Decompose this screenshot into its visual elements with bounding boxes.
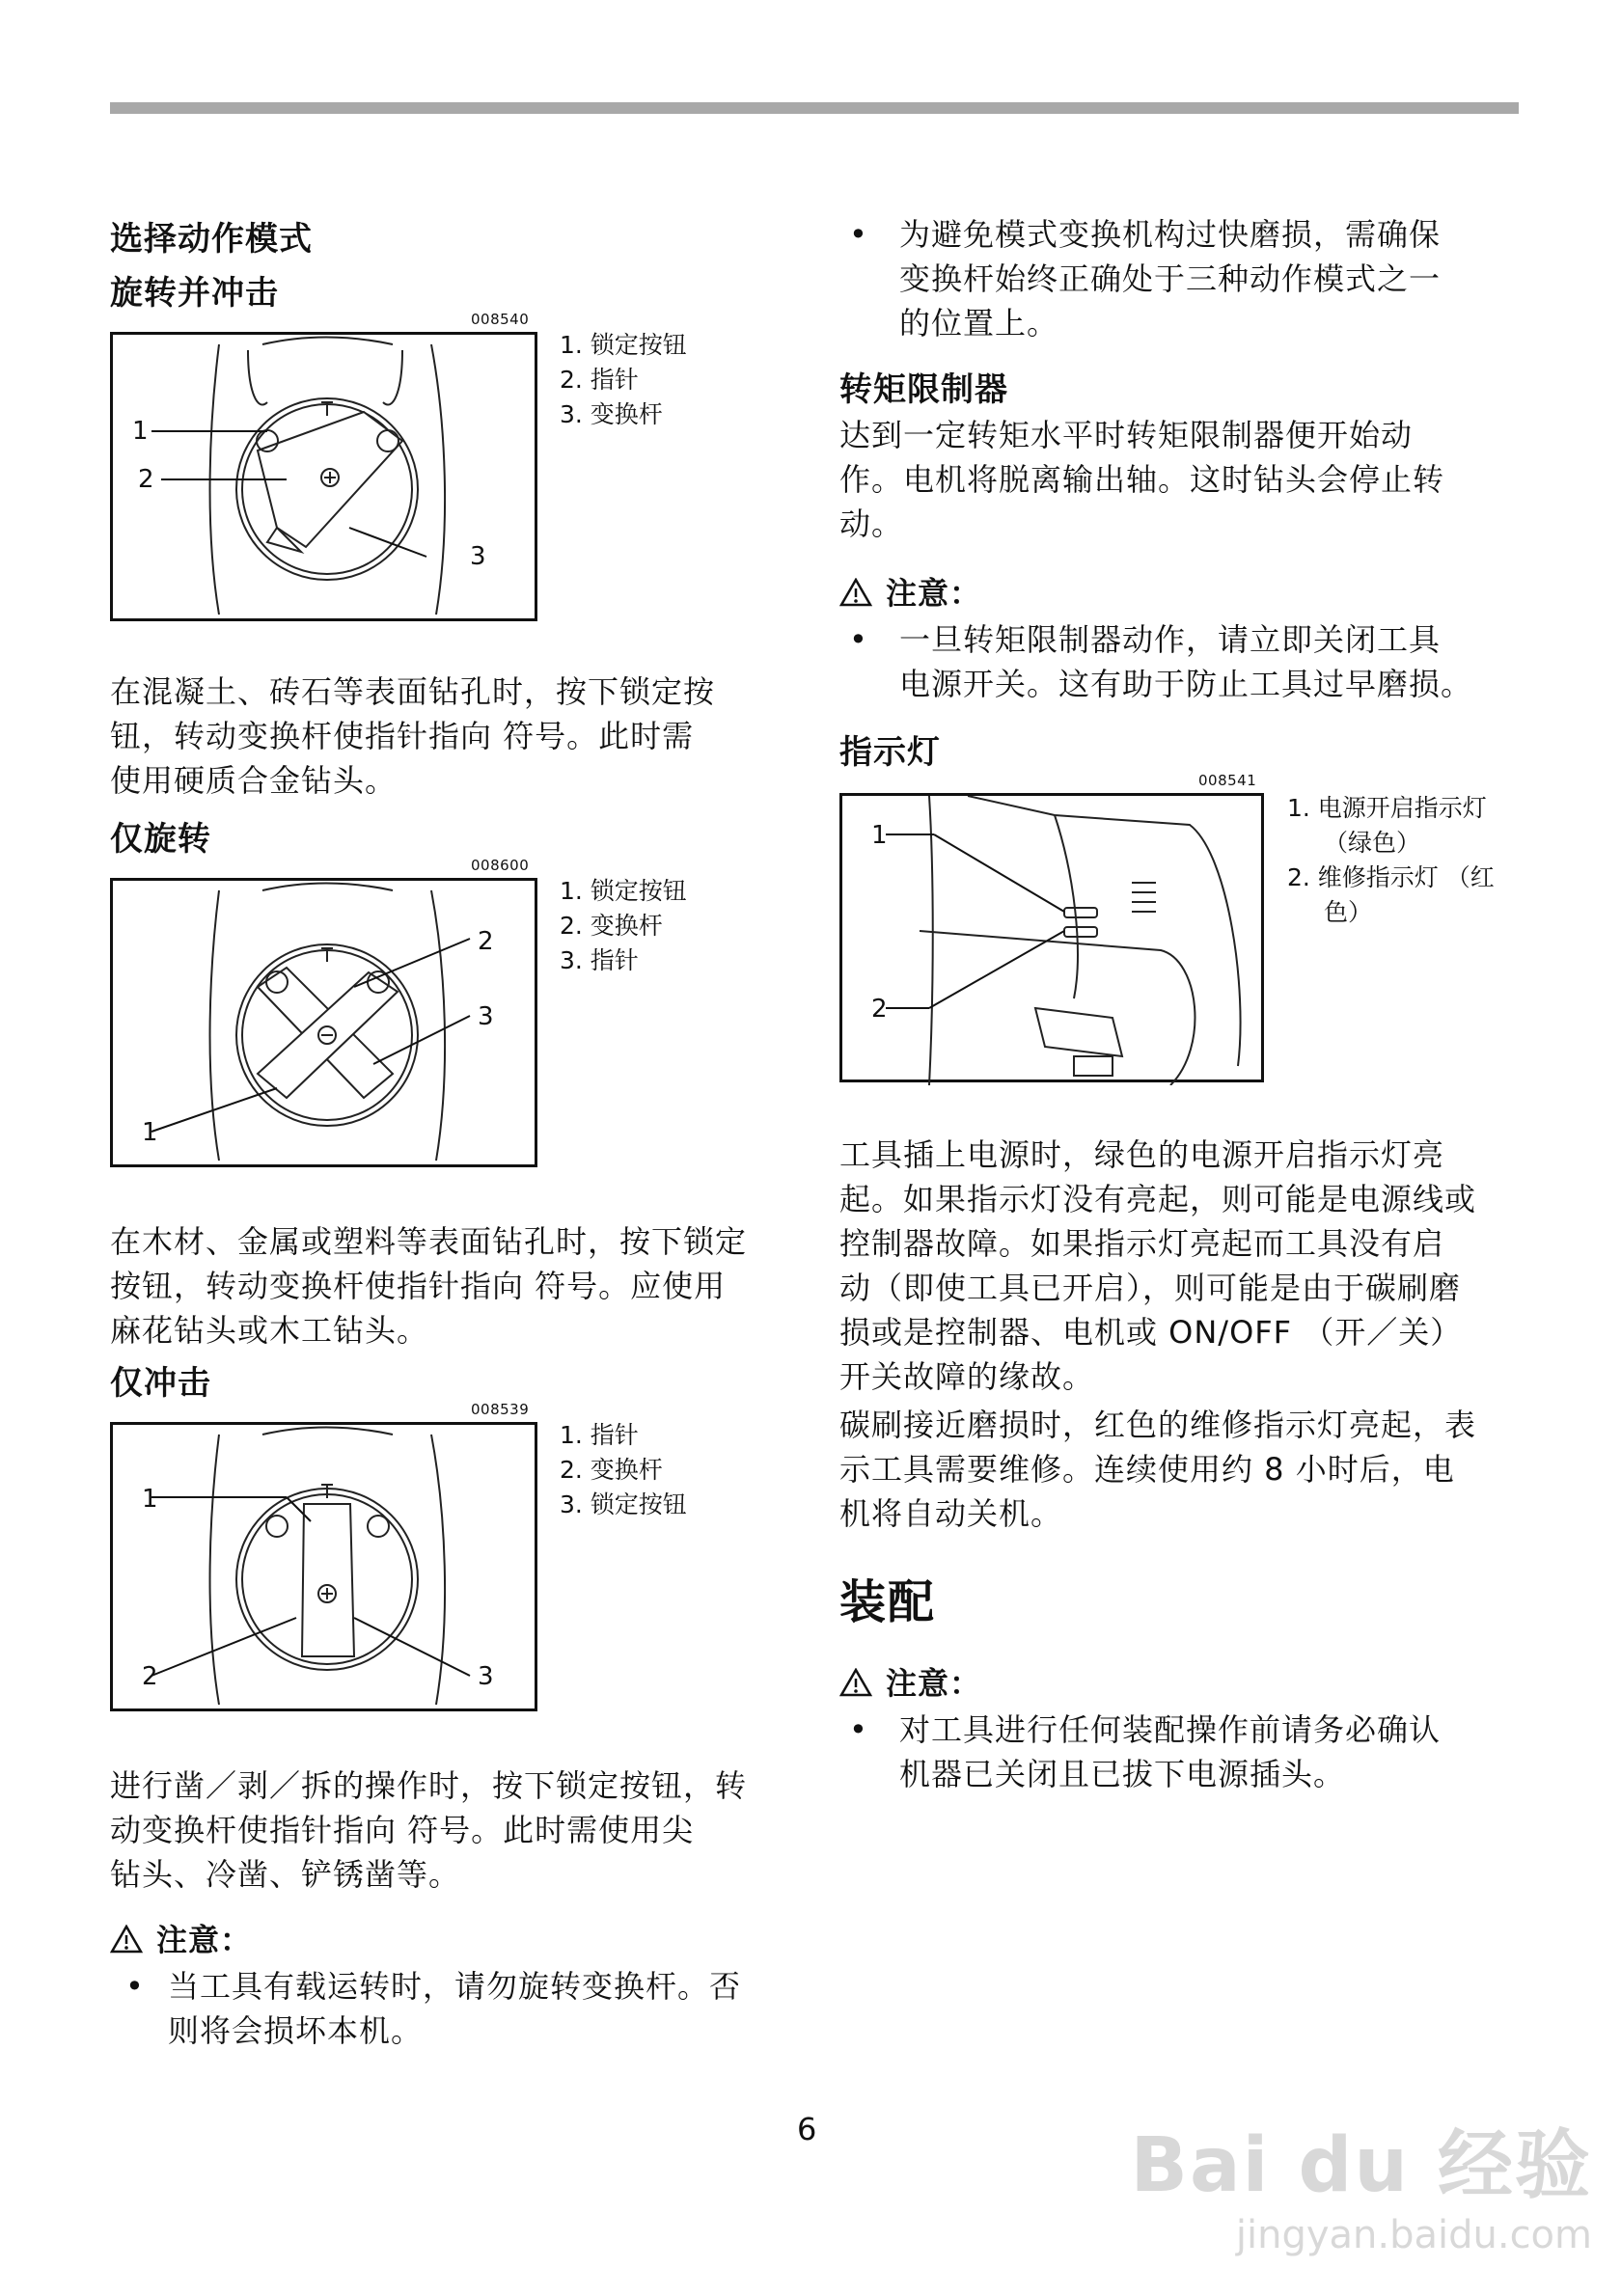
legend-item: 1. 锁定按钮: [560, 331, 687, 359]
text-line: 电源开关。这有助于防止工具过早磨损。: [899, 666, 1473, 702]
text-line: 动变换杆使指针指向 符号。此时需使用尖: [110, 1812, 695, 1848]
text-line: 损或是控制器、电机或 ON/OFF （开／关）: [839, 1314, 1463, 1351]
paragraph: [110, 1763, 747, 1897]
text-line: 则将会损坏本机。: [168, 2012, 424, 2049]
text-line: 钮，转动变换杆使指针指向 符号。此时需: [110, 718, 695, 754]
legend-item: 色）: [1324, 898, 1373, 926]
figure-hammering-only: [110, 1422, 537, 1711]
bullet-icon: •: [125, 1968, 145, 2005]
legend-item: 1. 电源开启指示灯: [1287, 794, 1487, 822]
text-line: 控制器故障。如果指示灯亮起而工具没有启: [839, 1225, 1445, 1262]
legend-item: 2. 变换杆: [560, 912, 663, 940]
text-line: 对工具进行任何装配操作前请务必确认: [899, 1711, 1442, 1748]
figure-legend: [560, 874, 687, 978]
text-line: 麻花钻头或木工钻头。: [110, 1312, 429, 1349]
callout-1: 1: [142, 1118, 158, 1147]
text-line: 为避免模式变换机构过快磨损，需确保: [899, 216, 1442, 253]
text-line: 动。: [839, 506, 904, 542]
text-line: 示工具需要维修。连续使用约 8 小时后，电: [839, 1451, 1455, 1488]
bullet-icon: •: [849, 216, 868, 253]
text-line: 在木材、金属或塑料等表面钻孔时，按下锁定: [110, 1223, 748, 1260]
legend-item: 1. 指针: [560, 1421, 639, 1449]
legend-item: 3. 变换杆: [560, 400, 663, 428]
text-line: 在混凝土、砖石等表面钻孔时，按下锁定按: [110, 673, 716, 710]
figure-legend: [560, 1418, 687, 1522]
figure-code: 008600: [471, 857, 530, 874]
paragraph: [110, 670, 715, 803]
text-line: 当工具有载运转时，请勿旋转变换杆。否: [168, 1968, 742, 2005]
callout-2: 2: [478, 927, 494, 956]
section-title: 选择动作模式: [110, 220, 313, 259]
legend-item: 2. 指针: [560, 366, 639, 394]
warning-icon: [110, 1925, 143, 1954]
text-line: 起。如果指示灯没有亮起，则可能是电源线或: [839, 1181, 1477, 1217]
callout-3: 3: [478, 1662, 494, 1691]
subsection-title: 仅旋转: [110, 820, 211, 859]
paragraph: [839, 1133, 1476, 1399]
text-line: 一旦转矩限制器动作，请立即关闭工具: [899, 621, 1442, 658]
text-line: 工具插上电源时，绿色的电源开启指示灯亮: [839, 1136, 1445, 1173]
subsection-title: 旋转并冲击: [110, 274, 279, 313]
paragraph: [110, 1219, 747, 1353]
text-line: 的位置上。: [899, 305, 1059, 342]
chapter-title: 装配: [839, 1575, 937, 1629]
watermark-logo: Bai du 经验: [1130, 2122, 1592, 2209]
text-line: 作。电机将脱离输出轴。这时钻头会停止转: [839, 461, 1445, 498]
legend-item: 1. 锁定按钮: [560, 877, 687, 905]
text-line: 机将自动关机。: [839, 1495, 1063, 1532]
callout-2: 2: [142, 1662, 158, 1691]
legend-item: 2. 维修指示灯 （红: [1287, 863, 1495, 891]
figure-code: 008541: [1198, 772, 1257, 789]
figure-legend: [1287, 791, 1495, 930]
section-title: 指示灯: [839, 733, 941, 772]
section-title: 转矩限制器: [839, 370, 1008, 409]
warning-icon: [839, 1668, 872, 1697]
text-line: 碳刷接近磨损时，红色的维修指示灯亮起，表: [839, 1407, 1477, 1443]
warning-icon: [839, 578, 872, 607]
figure-rotation-only: [110, 878, 537, 1167]
legend-item: 3. 锁定按钮: [560, 1490, 687, 1518]
callout-2: 2: [871, 995, 888, 1024]
caution-label: 注意：: [886, 575, 982, 612]
callout-1: 1: [132, 417, 149, 446]
bullet-icon: •: [849, 621, 868, 658]
text-line: 机器已关闭且已拔下电源插头。: [899, 1756, 1346, 1792]
figure-rotation-hammering: [110, 332, 537, 621]
figure-indicator-lamp: [839, 793, 1264, 1082]
callout-1: 1: [142, 1485, 158, 1514]
figure-code: 008540: [471, 311, 530, 328]
caution-label: 注意：: [156, 1922, 253, 1958]
legend-item: （绿色）: [1324, 829, 1421, 857]
legend-item: 2. 变换杆: [560, 1456, 663, 1484]
paragraph: [839, 1403, 1476, 1536]
text-line: 钻头、冷凿、铲锈凿等。: [110, 1856, 461, 1893]
page-number: 6: [797, 2111, 817, 2147]
text-line: 达到一定转矩水平时转矩限制器便开始动: [839, 417, 1414, 453]
subsection-title: 仅冲击: [110, 1364, 211, 1403]
figure-code: 008539: [471, 1401, 530, 1418]
caution-label: 注意：: [886, 1665, 982, 1702]
caution-heading: [839, 1659, 981, 1704]
watermark-url: jingyan.baidu.com: [1235, 2213, 1592, 2257]
callout-2: 2: [138, 465, 154, 494]
figure-legend: [560, 328, 687, 432]
paragraph: [839, 413, 1444, 546]
text-line: 开关故障的缘故。: [839, 1358, 1095, 1395]
caution-heading: [839, 569, 981, 614]
callout-3: 3: [478, 1002, 494, 1031]
caution-heading: [110, 1916, 252, 1960]
legend-item: 3. 指针: [560, 946, 639, 974]
top-rule: [110, 102, 1519, 114]
bullet-icon: •: [849, 1711, 868, 1748]
text-line: 变换杆始终正确处于三种动作模式之一: [899, 260, 1442, 297]
text-line: 使用硬质合金钻头。: [110, 762, 398, 799]
watermark: [1131, 2105, 1593, 2257]
text-line: 动（即使工具已开启），则可能是由于碳刷磨: [839, 1270, 1462, 1306]
callout-3: 3: [470, 542, 486, 571]
callout-1: 1: [871, 821, 888, 850]
text-line: 按钮，转动变换杆使指针指向 符号。应使用: [110, 1268, 727, 1304]
text-line: 进行凿／剥／拆的操作时，按下锁定按钮，转: [110, 1767, 748, 1804]
